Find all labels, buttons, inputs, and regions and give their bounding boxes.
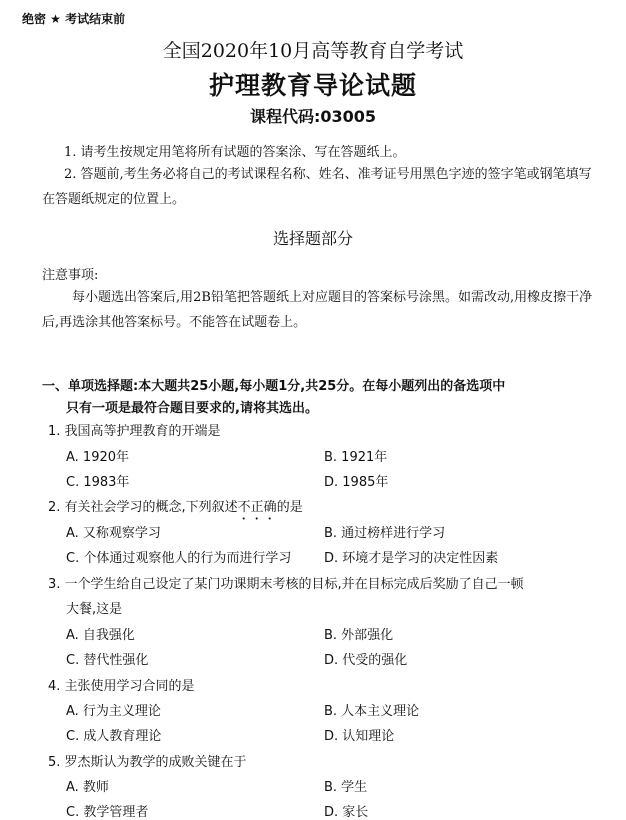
section-heading-line-1: 一、单项选择题:本大题共25小题,每小题1分,共25分。在每小题列出的备选项中: [42, 379, 506, 394]
question-4-option-b: B. 人本主义理论: [324, 704, 420, 719]
confidential-mark: 绝密 ★ 考试结束前: [22, 12, 126, 26]
question-2-emphasis: 不正确: [237, 500, 277, 515]
question-1-option-c: C. 1983年: [66, 475, 130, 490]
question-4-option-a: A. 行为主义理论: [66, 704, 161, 719]
section-heading: [42, 376, 505, 420]
question-2-option-d: D. 环境才是学习的决定性因素: [324, 551, 499, 566]
question-3-option-a: A. 自我强化: [66, 628, 135, 643]
question-4-stem: 4. 主张使用学习合同的是: [48, 679, 195, 694]
question-5-option-c: C. 教学管理者: [66, 805, 149, 820]
question-3-option-d: D. 代受的强化: [324, 653, 408, 668]
question-3-stem-continued: 大餐,这是: [66, 602, 123, 617]
question-2-option-a: A. 又称观察学习: [66, 526, 161, 541]
course-code: 课程代码:03005: [249, 107, 377, 126]
question-4-option-c: C. 成人教育理论: [66, 729, 162, 744]
question-1-option-a: A. 1920年: [66, 450, 130, 465]
subject-title: 护理教育导论试题: [208, 71, 417, 100]
question-2-stem-pre: 2. 有关社会学习的概念,下列叙述: [48, 500, 238, 515]
question-1-option-b: B. 1921年: [324, 450, 388, 465]
question-5-option-a: A. 教师: [66, 780, 109, 795]
question-3-option-c: C. 替代性强化: [66, 653, 149, 668]
question-5-option-d: D. 家长: [324, 805, 369, 820]
instruction-1: 1. 请考生按规定用笔将所有试题的答案涂、写在答题纸上。: [64, 145, 406, 160]
question-4-option-d: D. 认知理论: [324, 729, 395, 744]
question-1-stem: 1. 我国高等护理教育的开端是: [48, 424, 221, 439]
question-2-stem: [48, 496, 303, 523]
question-5-option-b: B. 学生: [324, 780, 368, 795]
question-1-option-d: D. 1985年: [324, 475, 389, 490]
exam-title: 全国2020年10月高等教育自学考试: [162, 40, 464, 62]
question-2-option-c: C. 个体通过观察他人的行为而进行学习: [66, 551, 292, 566]
question-3-stem: 3. 一个学生给自己设定了某门功课期末考核的目标,并在目标完成后奖励了自己一顿: [48, 577, 524, 592]
notes-label: 注意事项:: [42, 268, 99, 283]
question-3-option-b: B. 外部强化: [324, 628, 394, 643]
section-heading-line-2: 只有一项是最符合题目要求的,请将其选出。: [66, 401, 318, 416]
question-5-stem: 5. 罗杰斯认为教学的成败关键在于: [48, 755, 247, 770]
part-title: 选择题部分: [272, 229, 353, 248]
question-2-option-b: B. 通过榜样进行学习: [324, 526, 446, 541]
notes-body: 每小题选出答案后,用2B铅笔把答题纸上对应题目的答案标号涂黑。如需改动,用橡皮擦干净后,再选涂其他答案标号。不能答在试题卷上。: [42, 290, 593, 330]
question-2-stem-post: 的是: [276, 500, 303, 515]
instruction-2: 2. 答题前,考生务必将自己的考试课程名称、姓名、准考证号用黑色字迹的签字笔或钢笔填写在答题纸规定的位置上。: [42, 167, 592, 207]
